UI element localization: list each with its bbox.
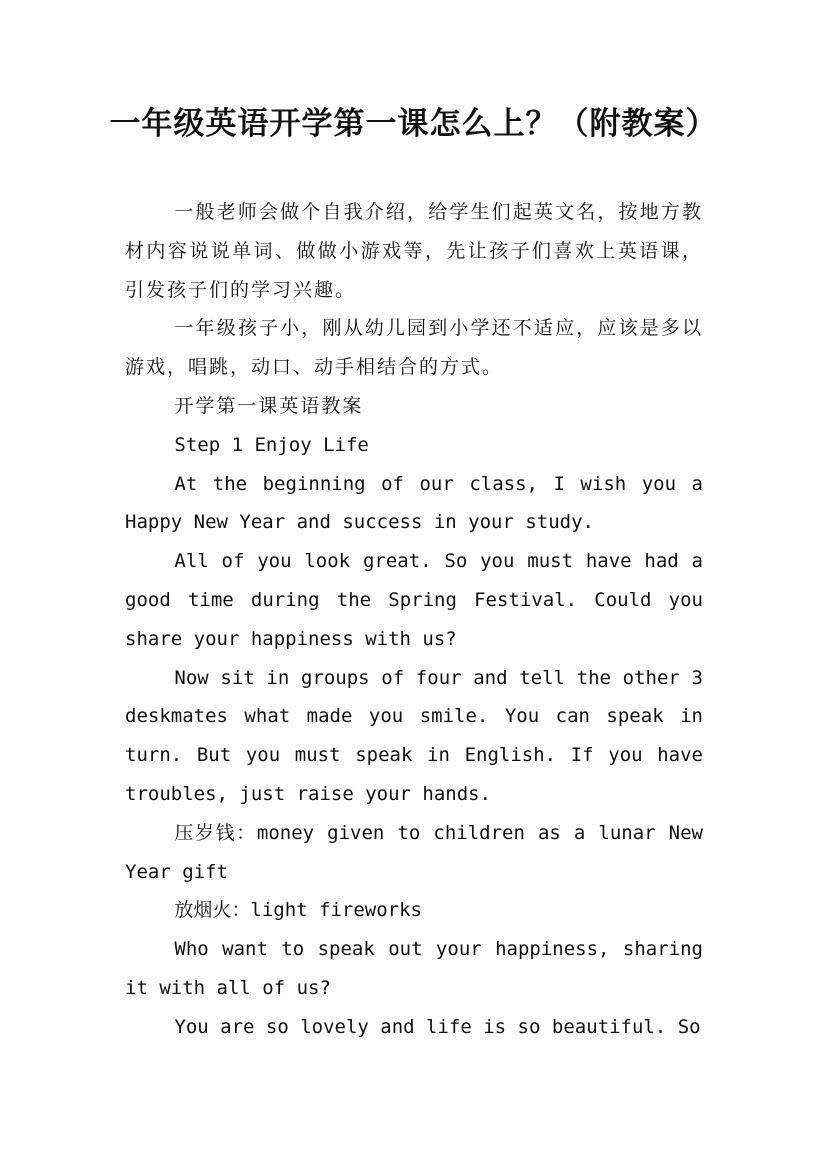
section-heading-lesson-plan: 开学第一课英语教案 (174, 394, 364, 417)
paragraph-greeting: At the beginning of our class, I wish you a Happy New Year and success in your study. (125, 472, 703, 534)
vocab-fireworks: 放烟火：light fireworks (174, 899, 422, 922)
paragraph-spring-festival: All of you look great. So you must have had a good time during the Spring Festival. Could you share your happiness with us? (125, 550, 703, 650)
paragraph-grade-one: 一年级孩子小，刚从幼儿园到小学还不适应，应该是多以游戏，唱跳，动口、动手相结合的方式。 (125, 317, 703, 379)
paragraph-intro: 一般老师会做个自我介绍，给学生们起英文名，按地方教材内容说说单词、做做小游戏等，先让孩子们喜欢上英语课，引发孩子们的学习兴趣。 (125, 201, 703, 301)
paragraph-lovely-life: You are so lovely and life is so beautiful. So (174, 1015, 701, 1038)
vocab-lucky-money: 压岁钱：money given to children as a lunar New Year gift (125, 821, 703, 883)
document-body (125, 193, 703, 1047)
document-title: 一年级英语开学第一课怎么上？（附教案） (109, 106, 718, 142)
paragraph-group-activity: Now sit in groups of four and tell the other 3 deskmates what made you smile. You can speak in turn. But you must speak in English. If you have troubles, just raise your hands. (125, 666, 703, 805)
step-heading: Step 1 Enjoy Life (174, 433, 369, 456)
paragraph-share-happiness: Who want to speak out your happiness, sharing it with all of us? (125, 938, 703, 999)
